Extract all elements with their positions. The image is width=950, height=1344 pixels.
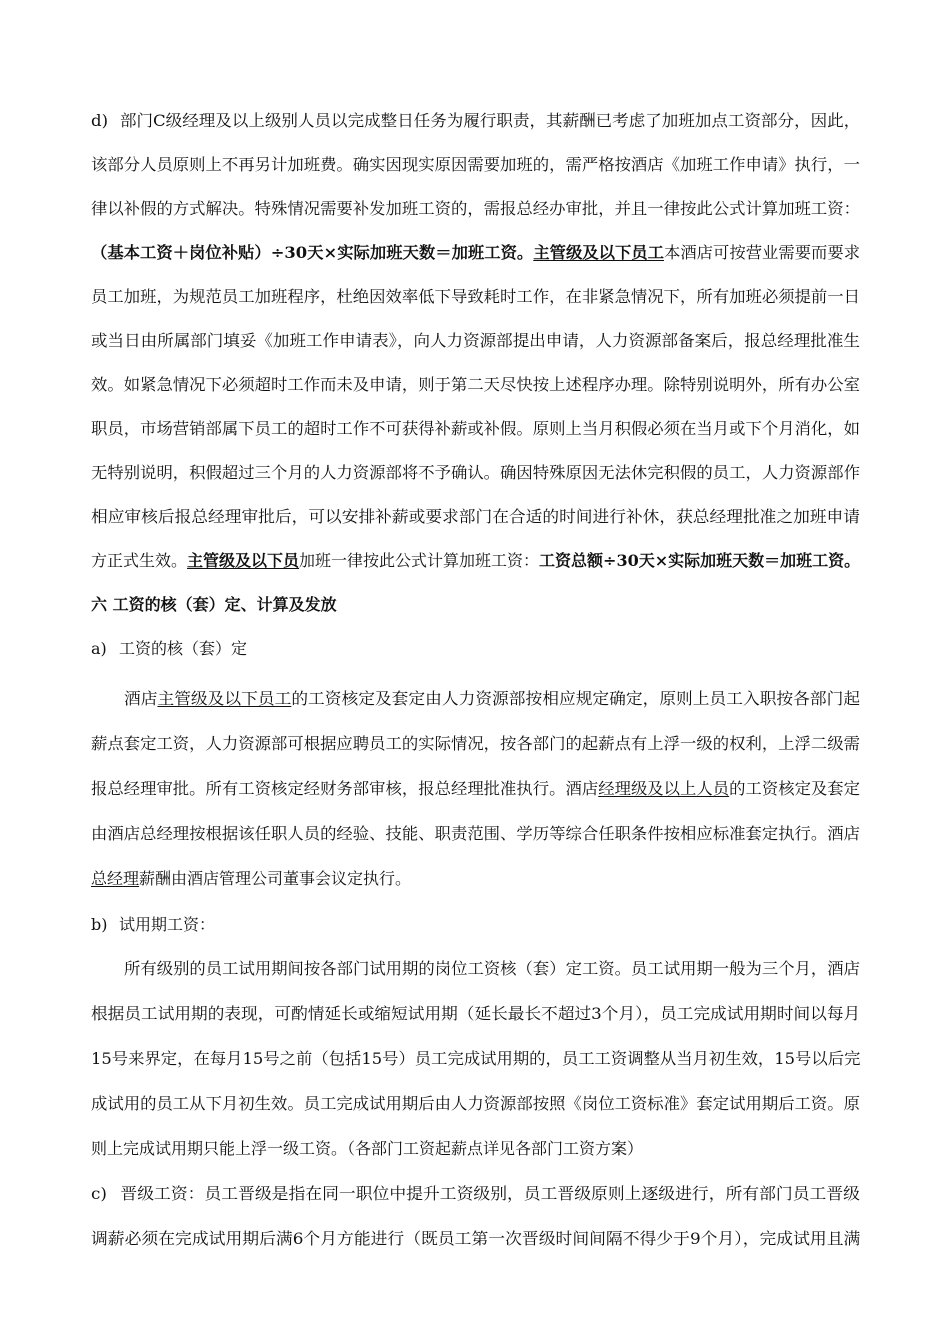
paragraph-d-line — [91, 242, 860, 264]
paragraph-d-line: 相应审核后报总经理审批后，可以安排补薪或要求部门在合适的时间进行补休，获总经理批准之加班申请 — [91, 507, 860, 526]
paragraph-d-line: 无特别说明，积假超过三个月的人力资源部将不予确认。确因特殊原因无法休完积假的员工，人力资源部作 — [91, 463, 861, 482]
list-label: c) — [91, 1184, 107, 1203]
text-span: 试用期工资： — [119, 915, 216, 934]
item-a-line — [91, 778, 860, 800]
paragraph-d-line: 效。如紧急情况下必须超时工作而未及申请，则于第二天尽快按上述程序办理。除特别说明外，所有办公室 — [91, 375, 861, 394]
section-heading: 六 工资的核（套）定、计算及发放 — [91, 595, 337, 614]
paragraph-d-line: 员工加班，为规范员工加班程序，杜绝因效率低下导致耗时工作，在非紧急情况下，所有加班必须提前一日 — [91, 287, 861, 306]
paragraph-d-line: 该部分人员原则上不再另计加班费。确实因现实原因需要加班的，需严格按酒店《加班工作申请》执行，一 — [91, 155, 861, 174]
item-b-line: 则上完成试用期只能上浮一级工资。（各部门工资起薪点详见各部门工资方案） — [91, 1139, 644, 1158]
text-span: 酒店 — [124, 689, 158, 708]
item-b-line: 成试用的员工从下月初生效。员工完成试用期后由人力资源部按照《岗位工资标准》套定试用期后工资。原 — [91, 1094, 861, 1113]
item-a-line: 由酒店总经理按根据该任职人员的经验、技能、职责范围、学历等综合任职条件按相应标准套定执行。酒店 — [91, 824, 861, 843]
underlined-term: 主管级及以下员 — [187, 551, 300, 570]
text-span: 薪酬由酒店管理公司董事会议定执行。 — [139, 869, 412, 888]
item-b-line: 15号来界定，在每月15号之前（包括15号）员工完成试用期的，员工工资调整从当月初生效，15号以后完 — [91, 1049, 861, 1068]
underlined-term: 主管级及以下员工 — [533, 243, 665, 262]
paragraph-d-line — [91, 550, 860, 572]
item-b-line: 根据员工试用期的表现，可酌情延长或缩短试用期（延长最长不超过3个月），员工完成试用期时间以每月 — [91, 1004, 861, 1023]
formula-text: 工资总额÷30天×实际加班天数＝加班工资。 — [539, 551, 861, 570]
item-a-line — [124, 688, 860, 710]
text-span: 加班一律按此公式计算加班工资： — [299, 551, 540, 570]
paragraph-d-line: 或当日由所属部门填妥《加班工作申请表》，向人力资源部提出申请，人力资源部备案后，报总经理批准生 — [91, 331, 861, 350]
item-c-line: 调薪必须在完成试用期后满6个月方能进行（既员工第一次晋级时间间隔不得少于9个月），完成试用且满 — [91, 1229, 861, 1248]
item-a-title — [91, 638, 247, 660]
text-span: 工资的核（套）定 — [119, 639, 248, 658]
paragraph-d-line: 职员，市场营销部属下员工的超时工作不可获得补薪或补假。原则上当月积假必须在当月或下个月消化，如 — [91, 419, 861, 438]
item-a-line: 薪点套定工资，人力资源部可根据应聘员工的实际情况，按各部门的起薪点有上浮一级的权利，上浮二级需 — [91, 734, 861, 753]
item-a-line — [91, 868, 411, 890]
text-span: 的工资核定及套定 — [729, 779, 861, 798]
item-b-title — [91, 914, 215, 936]
list-label: b) — [91, 915, 108, 934]
text-span: 报总经理审批。所有工资核定经财务部审核，报总经理批准执行。酒店 — [91, 779, 599, 798]
underlined-term: 总经理 — [91, 869, 140, 888]
text-span: 部门C级经理及以上级别人员以完成整日任务为履行职责，其薪酬已考虑了加班加点工资部分，因此， — [119, 111, 861, 130]
paragraph-d-line — [91, 110, 860, 132]
formula-text: （基本工资＋岗位补贴）÷30天×实际加班天数＝加班工资。 — [91, 243, 534, 262]
text-span: 晋级工资：员工晋级是指在同一职位中提升工资级别，员工晋级原则上逐级进行，所有部门员工晋级 — [120, 1184, 860, 1203]
underlined-term: 主管级及以下员工 — [157, 689, 292, 708]
text-span: 的工资核定及套定由人力资源部按相应规定确定，原则上员工入职按各部门起 — [291, 689, 861, 708]
paragraph-d-line: 律以补假的方式解决。特殊情况需要补发加班工资的，需报总经办审批，并且一律按此公式计算加班工资： — [91, 199, 861, 218]
text-span: 本酒店可按营业需要而要求 — [664, 243, 861, 262]
text-span: 方正式生效。 — [91, 551, 188, 570]
underlined-term: 经理级及以上人员 — [598, 779, 730, 798]
list-label: d) — [91, 111, 109, 130]
item-b-line: 所有级别的员工试用期间按各部门试用期的岗位工资核（套）定工资。员工试用期一般为三个月，酒店 — [124, 959, 860, 978]
list-label: a) — [91, 639, 107, 658]
item-c-line — [91, 1183, 860, 1205]
